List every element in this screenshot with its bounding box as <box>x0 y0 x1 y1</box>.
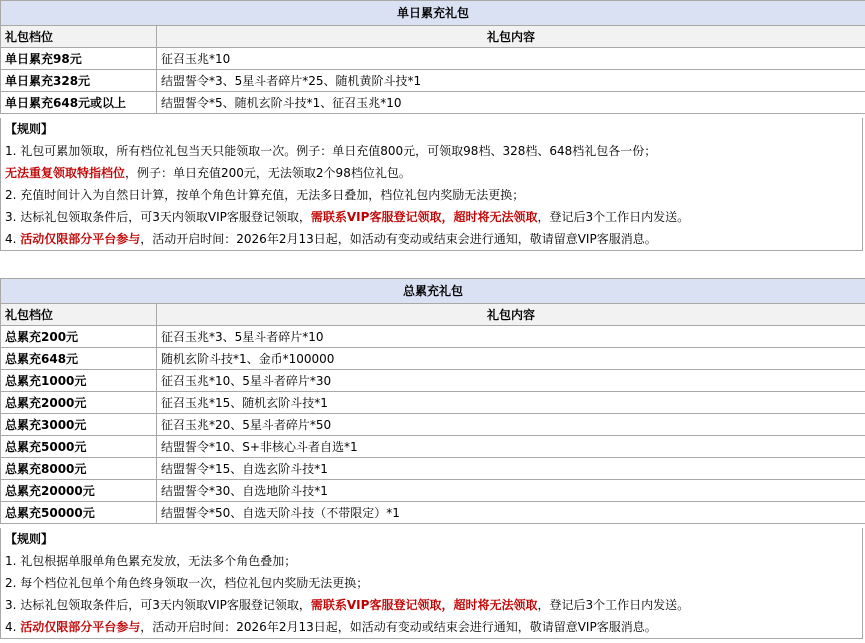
daily-rule-1b-highlight: 无法重复领取特指档位 <box>5 166 126 180</box>
table-row <box>1 48 865 70</box>
daily-rule-4-number: 4. <box>5 232 21 246</box>
tier-cell: 单日累充648元或以上 <box>1 92 157 114</box>
total-title: 总累充礼包 <box>1 279 865 304</box>
content-cell: 结盟誓令*50、自选天阶斗技（不带限定）*1 <box>157 502 865 524</box>
total-col-content: 礼包内容 <box>157 304 865 326</box>
total-rule-3-text-b: ，登记后3个工作日内发送。 <box>537 598 690 612</box>
total-rule-4-number: 4. <box>5 620 21 634</box>
table-row <box>1 348 865 370</box>
daily-col-content: 礼包内容 <box>157 26 865 48</box>
content-cell: 征召玉兆*20、5星斗者碎片*50 <box>157 414 865 436</box>
content-cell: 结盟誓令*10、S+非核心斗者自选*1 <box>157 436 865 458</box>
total-rule-1: 1. 礼包根据单服单角色累充发放，无法多个角色叠加； <box>5 554 297 568</box>
content-cell: 征召玉兆*3、5星斗者碎片*10 <box>157 326 865 348</box>
total-col-tier: 礼包档位 <box>1 304 157 326</box>
table-row <box>1 502 865 524</box>
content-cell: 结盟誓令*3、5星斗者碎片*25、随机黄阶斗技*1 <box>157 70 865 92</box>
total-rule-4-highlight: 活动仅限部分平台参与 <box>20 620 141 634</box>
daily-rule-3-highlight: 需联系VIP客服登记领取，超时将无法领取 <box>310 210 538 224</box>
daily-rules <box>0 118 863 251</box>
content-cell: 征召玉兆*15、随机玄阶斗技*1 <box>157 392 865 414</box>
daily-rule-1b <box>1 162 862 184</box>
tier-cell: 单日累充328元 <box>1 70 157 92</box>
tier-cell: 单日累充98元 <box>1 48 157 70</box>
daily-rule-4-text: ，活动开启时间：2026年2月13日起，如活动有变动或结束会进行通知，敬请留意VIP客服消息。 <box>140 232 657 246</box>
table-row <box>1 392 865 414</box>
content-cell: 征召玉兆*10 <box>157 48 865 70</box>
daily-rule-2: 2. 充值时间计入为自然日计算，按单个角色计算充值，无法多日叠加，档位礼包内奖励无法更换； <box>5 188 525 202</box>
table-row <box>1 480 865 502</box>
daily-rule-1b-text: ，例子：单日充值200元，无法领取2个98档位礼包。 <box>125 166 411 180</box>
tier-cell: 总累充3000元 <box>1 414 157 436</box>
total-rules <box>0 528 863 639</box>
total-rule-3 <box>1 594 862 616</box>
table-row <box>1 414 865 436</box>
tier-cell: 总累充648元 <box>1 348 157 370</box>
tier-cell: 总累充2000元 <box>1 392 157 414</box>
content-cell: 征召玉兆*10、5星斗者碎片*30 <box>157 370 865 392</box>
content-cell: 随机玄阶斗技*1、金币*100000 <box>157 348 865 370</box>
table-row <box>1 92 865 114</box>
total-rules-heading: 【规则】 <box>5 532 54 546</box>
tier-cell: 总累充8000元 <box>1 458 157 480</box>
total-rule-4-text: ，活动开启时间：2026年2月13日起，如活动有变动或结束会进行通知，敬请留意VIP客服消息。 <box>140 620 657 634</box>
table-row <box>1 436 865 458</box>
table-row <box>1 70 865 92</box>
daily-rules-heading: 【规则】 <box>5 122 54 136</box>
tier-cell: 总累充1000元 <box>1 370 157 392</box>
table-row <box>1 458 865 480</box>
daily-rule-3-text-a: 3. 达标礼包领取条件后，可3天内领取VIP客服登记领取， <box>5 210 311 224</box>
tier-cell: 总累充50000元 <box>1 502 157 524</box>
content-cell: 结盟誓令*30、自选地阶斗技*1 <box>157 480 865 502</box>
daily-title: 单日累充礼包 <box>1 1 865 26</box>
daily-col-tier: 礼包档位 <box>1 26 157 48</box>
total-rule-3-highlight: 需联系VIP客服登记领取，超时将无法领取 <box>310 598 538 612</box>
total-rule-2: 2. 每个档位礼包单个角色终身领取一次，档位礼包内奖励无法更换； <box>5 576 369 590</box>
daily-rule-4-highlight: 活动仅限部分平台参与 <box>20 232 141 246</box>
table-row <box>1 370 865 392</box>
content-cell: 结盟誓令*5、随机玄阶斗技*1、征召玉兆*10 <box>157 92 865 114</box>
daily-rule-1: 1. 礼包可累加领取，所有档位礼包当天只能领取一次。例子：单日充值800元，可领取98档、328档、648档礼包各一份； <box>5 144 657 158</box>
daily-rule-4 <box>1 228 862 250</box>
content-cell: 结盟誓令*15、自选玄阶斗技*1 <box>157 458 865 480</box>
tier-cell: 总累充200元 <box>1 326 157 348</box>
total-gift-table <box>0 278 865 524</box>
tier-cell: 总累充20000元 <box>1 480 157 502</box>
daily-rule-3 <box>1 206 862 228</box>
tier-cell: 总累充5000元 <box>1 436 157 458</box>
total-rule-4 <box>1 616 862 638</box>
table-row <box>1 326 865 348</box>
daily-gift-table <box>0 0 865 114</box>
daily-rule-3-text-b: ，登记后3个工作日内发送。 <box>537 210 690 224</box>
total-rule-3-text-a: 3. 达标礼包领取条件后，可3天内领取VIP客服登记领取， <box>5 598 311 612</box>
